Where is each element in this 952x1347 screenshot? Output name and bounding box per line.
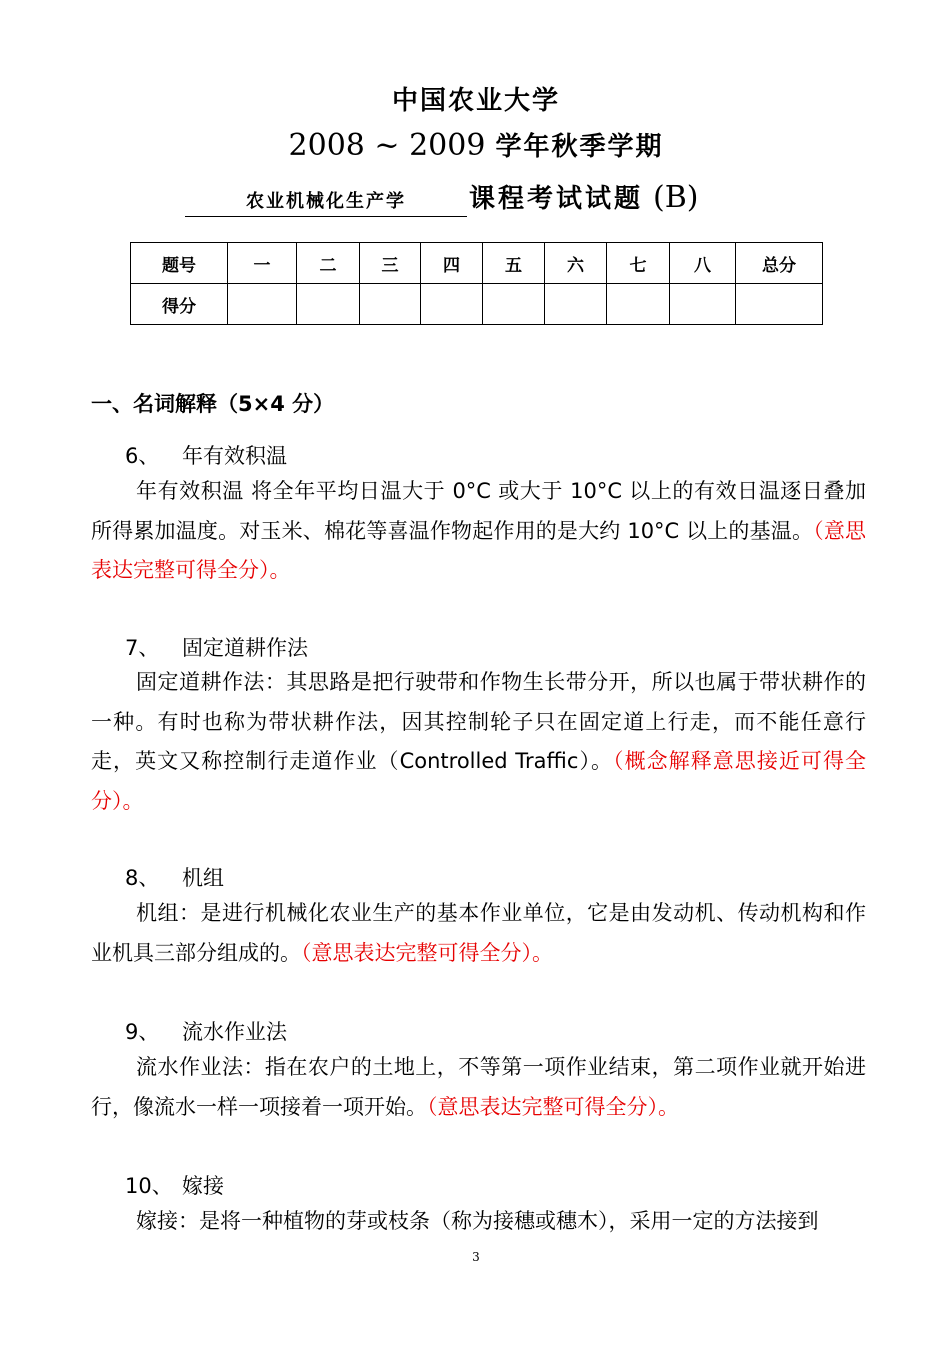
score-input-cell: [545, 284, 607, 325]
item-number: 8、: [125, 866, 160, 890]
score-input-cell: [483, 284, 545, 325]
item-heading: [125, 1170, 224, 1200]
item-heading: [125, 1016, 287, 1046]
score-table-header-cell: 七: [607, 243, 670, 284]
score-input-cell: [736, 284, 823, 325]
year-range: 2008 ~ 2009: [288, 128, 486, 163]
score-input-cell: [607, 284, 670, 325]
grading-note: （意思表达完整可得全分）。: [301, 940, 553, 965]
item-heading: [125, 632, 308, 662]
course-name: 农业机械化生产学: [185, 187, 467, 217]
score-table-header-cell: 五: [483, 243, 545, 284]
answer-text: 流水作业法：指在农户的土地上，不等第一项作业结束，第二项作业就开始进行，像流水一样一项接着一项开始。: [91, 1055, 866, 1119]
score-label-cell: 得分: [131, 284, 228, 325]
score-table-header-cell: 一: [228, 243, 297, 284]
score-input-cell: [670, 284, 736, 325]
score-table-header-cell: 三: [360, 243, 421, 284]
item-heading: [125, 440, 287, 470]
score-table-header-cell: 总分: [736, 243, 823, 284]
item-answer: [91, 1048, 866, 1127]
item-number: 10、: [125, 1174, 173, 1198]
item-term: 年有效积温: [182, 444, 287, 468]
grading-note: （意思表达完整可得全分）。: [91, 518, 866, 582]
item-answer: [91, 663, 866, 821]
exam-version: (B): [653, 180, 699, 215]
university-title: 中国农业大学: [391, 86, 560, 116]
answer-text: 嫁接：是将一种植物的芽或枝条（称为接穗或穗木），采用一定的方法接到: [136, 1209, 819, 1233]
score-input-cell: [297, 284, 360, 325]
item-answer: [91, 472, 866, 591]
answer-text: 机组：是进行机械化农业生产的基本作业单位，它是由发动机、传动机构和作业机具三部分组成的。: [91, 901, 866, 965]
section-title: 一、名词解释（5×4 分）: [91, 392, 335, 416]
score-table-header-cell: 二: [297, 243, 360, 284]
item-term: 流水作业法: [182, 1020, 287, 1044]
item-term: 机组: [182, 866, 224, 890]
score-table-header-cell: 题号: [131, 243, 228, 284]
item-term: 固定道耕作法: [182, 636, 308, 660]
score-input-cell: [228, 284, 297, 325]
item-number: 9、: [125, 1020, 160, 1044]
score-table: [130, 242, 823, 325]
answer-text: 年有效积温 将全年平均日温大于 0°C 或大于 10°C 以上的有效日温逐日叠加所得累加温度。对玉米、棉花等喜温作物起作用的是大约 10°C 以上的基温。: [91, 479, 866, 543]
score-table-header-cell: 六: [545, 243, 607, 284]
score-table-header-cell: 八: [670, 243, 736, 284]
score-table-score-row: [131, 284, 823, 325]
answer-text: 固定道耕作法：其思路是把行驶带和作物生长带分开，所以也属于带状耕作的一种。有时也称为带状耕作法，因其控制轮子只在固定道上行走，而不能任意行走，英文又称控制行走道作业（Controlled Traffic）。: [91, 670, 866, 773]
item-number: 7、: [125, 636, 160, 660]
score-input-cell: [360, 284, 421, 325]
item-answer: [91, 1202, 866, 1242]
grading-note: （意思表达完整可得全分）。: [427, 1094, 679, 1119]
item-number: 6、: [125, 444, 160, 468]
item-answer: [91, 894, 866, 973]
exam-title: 课程考试试题: [469, 184, 644, 214]
grading-note: （概念解释意思接近可得全分）。: [91, 749, 866, 813]
item-term: 嫁接: [182, 1174, 224, 1198]
semester-title: [0, 126, 952, 163]
score-table-header-cell: 四: [421, 243, 483, 284]
score-table-header-row: [131, 243, 823, 284]
semester-label: 学年秋季学期: [495, 132, 664, 162]
exam-title-line: [185, 178, 698, 217]
page-number: 3: [472, 1250, 480, 1264]
item-heading: [125, 862, 224, 892]
score-input-cell: [421, 284, 483, 325]
